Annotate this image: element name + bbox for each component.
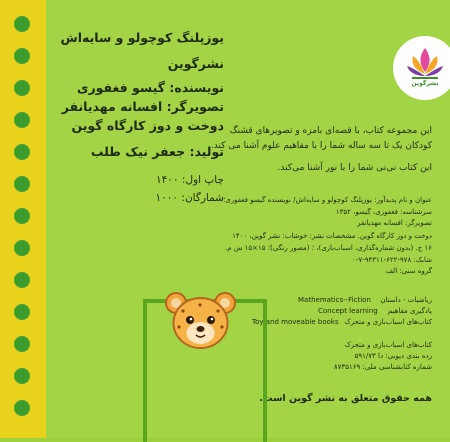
cip-isbn-line: شابک: ۹۷۸-۶۲۲-۹۴۳۱۱-۷-۰ xyxy=(352,256,432,264)
subject-2-english: Concept learning xyxy=(318,307,378,315)
binding-dot xyxy=(14,336,30,352)
book-title: یوزپلنگ کوچولو و سایه‌اش xyxy=(60,30,224,45)
binding-dot xyxy=(14,144,30,160)
logo-text: نشرگوین xyxy=(411,80,439,87)
binding-dot xyxy=(14,240,30,256)
cip-publication-line: دوخت و دوز کارگاه گوین. مشخصات نشر: خوشاب: نشر گوین، ۱۴۰۰ xyxy=(232,232,432,240)
binding-dot xyxy=(14,112,30,128)
binding-dot xyxy=(14,176,30,192)
binding-dot xyxy=(14,368,30,384)
classification-line-1: کتاب‌های اسباب‌بازی و متحرک xyxy=(344,341,432,349)
binding-dot xyxy=(14,48,30,64)
description-line-1: این مجموعه کتاب، با قصه‌ای بامزه و تصویرهای قشنگ xyxy=(229,126,432,136)
cip-physical-line: ۱۶ ج. (بدون شماره‌گذاری، اسباب‌بازی)، ؛ (مصور رنگی)؛ ۱۵×۱۵ س م. xyxy=(225,244,432,252)
cip-illustrator-line: تصویرگر: افسانه مهدیانفر xyxy=(357,219,432,227)
cip-title-line: عنوان و نام پدیدآور: یوزپلنگ کوچولو و سایه‌اش/ نویسنده گیسو فغفوری؛ xyxy=(223,196,432,204)
binding-dot xyxy=(14,272,30,288)
book-page xyxy=(46,0,450,438)
binding-dot xyxy=(14,400,30,416)
author-credit: نویسنده: گیسو فغفوری xyxy=(76,80,224,95)
copyright-notice: همه حقوق متعلق به نشر گوین است. xyxy=(259,393,432,404)
binding-dots xyxy=(14,0,34,438)
subject-3-persian: کتاب‌های اسباب‌بازی و متحرک xyxy=(344,318,432,326)
subject-2-persian: یادگیری مفاهیم xyxy=(387,307,432,315)
cip-author-line: سرشناسه: فغفوری، گیسو، ۱۳۵۲ xyxy=(335,208,432,216)
cip-age-group-line: گروه سنی: الف xyxy=(385,267,432,275)
subject-3-english: Toy and moveable books xyxy=(252,318,339,326)
subject-1-english: Mathematics--Fiction xyxy=(298,296,371,304)
classification-line-2: رده بندی دیویی: دا ۵۹۱/۷۳ xyxy=(354,352,432,360)
subject-1-persian: ریاضیات - داستان xyxy=(380,296,432,304)
lotus-icon xyxy=(393,36,450,100)
cheetah-mascot-icon xyxy=(163,289,238,350)
description-line-2: کودکان یک تا سه ساله شما را با مفاهیم علوم آشنا می کند. xyxy=(210,141,432,151)
binding-dot xyxy=(14,208,30,224)
illustrator-credit: تصویرگر: افسانه مهدیانفر xyxy=(61,99,224,114)
edition-info: چاپ اول: ۱۴۰۰ xyxy=(156,174,224,186)
binding-dot xyxy=(14,304,30,320)
left-binding-strip xyxy=(0,0,46,438)
classification-line-3: شماره کتابشناسی ملی: ۸۷۳۵۱۶۹ xyxy=(333,363,432,371)
publisher-name: نشرگوین xyxy=(167,56,224,71)
sewing-credit: دوخت و دوز کارگاه گوین xyxy=(71,118,224,133)
production-credit: تولید: جعفر نیک طلب xyxy=(90,144,224,159)
publisher-logo xyxy=(393,36,450,100)
description-line-3: این کتاب نی‌نی شما را با نور آشنا می‌کند. xyxy=(277,163,432,173)
binding-dot xyxy=(14,16,30,32)
binding-dot xyxy=(14,80,30,96)
circulation-info: شمارگان: ۱۰۰۰ xyxy=(155,192,224,204)
